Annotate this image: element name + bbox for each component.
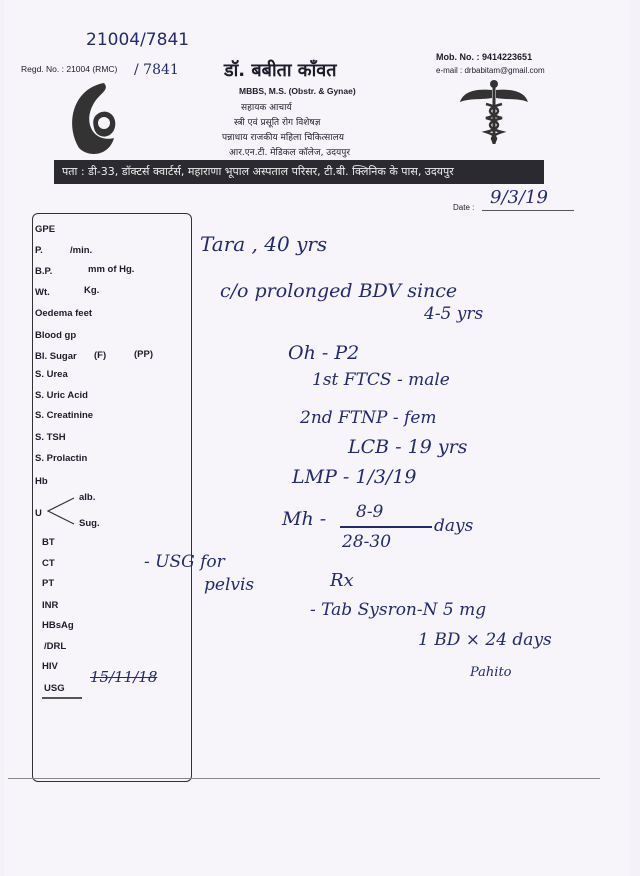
hbsag-label: HBsAg xyxy=(42,620,74,631)
pulse-unit: /min. xyxy=(70,245,93,256)
note-menstrual-duration: 8-9 xyxy=(356,502,384,522)
regd-label: Regd. No. : 21004 (RMC) xyxy=(21,64,118,74)
address-bar: पता : डी-33, डॉक्टर्स क्वार्टर्स, महाराणा भूपाल अस्पताल परिसर, टी.बी. क्लिनिक के पास, उदयपुर xyxy=(54,160,544,184)
note-complaint-duration: 4-5 yrs xyxy=(424,304,484,324)
note-fraction-bar xyxy=(340,526,432,528)
note-patient-name-age: Tara , 40 yrs xyxy=(200,232,328,256)
note-obstetric-history: Oh - P2 xyxy=(288,342,360,364)
bottom-divider xyxy=(8,778,600,779)
weight-label: Wt. xyxy=(35,287,50,298)
urine-bracket xyxy=(46,496,76,531)
rx-symbol: Rx xyxy=(330,570,354,591)
urine-albumin-label: alb. xyxy=(79,492,96,503)
qualification: MBBS, M.S. (Obstr. & Gynae) xyxy=(239,86,356,96)
creatinine-label: S. Creatinine xyxy=(35,410,94,421)
weight-unit: Kg. xyxy=(84,285,100,296)
usg-label: USG xyxy=(44,683,65,694)
caduceus-icon xyxy=(458,78,530,153)
prolactin-label: S. Prolactin xyxy=(35,453,88,464)
urine-label: U xyxy=(35,508,42,519)
doctor-name: डॉ. बबीता कॉंवत xyxy=(224,60,337,81)
email-line: e-mail : drbabitam@gmail.com xyxy=(436,66,545,75)
note-complaint: c/o prolonged BDV since xyxy=(220,280,458,302)
prescription-paper xyxy=(4,0,630,876)
note-days-label: days xyxy=(434,516,474,536)
note-usg-pelvis: pelvis xyxy=(204,575,255,595)
hb-label: Hb xyxy=(35,476,48,487)
date-value: 9/3/19 xyxy=(490,187,548,208)
college-name: आर.एन.टी. मेडिकल कॉलेज, उदयपुर xyxy=(229,148,351,158)
usg-underline xyxy=(42,697,82,699)
vdrl-label: /DRL xyxy=(44,641,67,652)
note-tablet: - Tab Sysron-N 5 mg xyxy=(310,600,487,620)
date-label: Date : xyxy=(453,203,475,212)
note-usg-advice: - USG for xyxy=(144,552,225,572)
designation: सहायक आचार्य xyxy=(241,103,292,113)
bp-unit: mm of Hg. xyxy=(88,264,135,275)
note-dosage: 1 BD × 24 days xyxy=(418,630,552,650)
gpe-label: GPE xyxy=(35,224,56,235)
tsh-label: S. TSH xyxy=(35,432,66,443)
bp-label: B.P. xyxy=(35,266,53,277)
signature: Pahito xyxy=(470,665,512,680)
blood-sugar-label: Bl. Sugar xyxy=(35,351,77,362)
uric-acid-label: S. Uric Acid xyxy=(35,390,88,401)
urea-label: S. Urea xyxy=(35,369,68,380)
note-lmp: LMP - 1/3/19 xyxy=(292,466,417,488)
usg-handwritten-date: 15/11/18 xyxy=(90,668,158,686)
mobile-line: Mob. No. : 9414223651 xyxy=(436,52,533,62)
date-underline xyxy=(482,210,574,211)
note-menstrual-history-label: Mh - xyxy=(282,508,327,530)
note-first-child: 1st FTCS - male xyxy=(312,370,450,390)
note-second-child: 2nd FTNP - fem xyxy=(300,408,437,428)
handwritten-regd-number: 21004/7841 xyxy=(86,30,190,50)
oedema-label: Oedema feet xyxy=(35,308,93,319)
inr-label: INR xyxy=(42,600,59,611)
bt-label: BT xyxy=(42,537,55,548)
ct-label: CT xyxy=(42,558,55,569)
note-last-childbirth: LCB - 19 yrs xyxy=(348,436,468,458)
hospital-name: पन्नाधाय राजकीय महिला चिकित्सालय xyxy=(222,133,344,143)
blood-group-label: Blood gp xyxy=(35,330,77,341)
blood-sugar-f: (F) xyxy=(94,350,107,361)
hiv-label: HIV xyxy=(42,661,58,672)
pt-label: PT xyxy=(42,578,55,589)
note-menstrual-cycle: 28-30 xyxy=(342,532,392,552)
specialty: स्त्री एवं प्रसूति रोग विशेषज्ञ xyxy=(234,118,321,128)
regd-handwritten: / 7841 xyxy=(134,62,179,78)
logo-mother-child xyxy=(64,78,134,163)
urine-sugar-label: Sug. xyxy=(79,518,100,529)
pulse-label: P. xyxy=(35,245,43,256)
blood-sugar-pp: (PP) xyxy=(134,349,153,360)
